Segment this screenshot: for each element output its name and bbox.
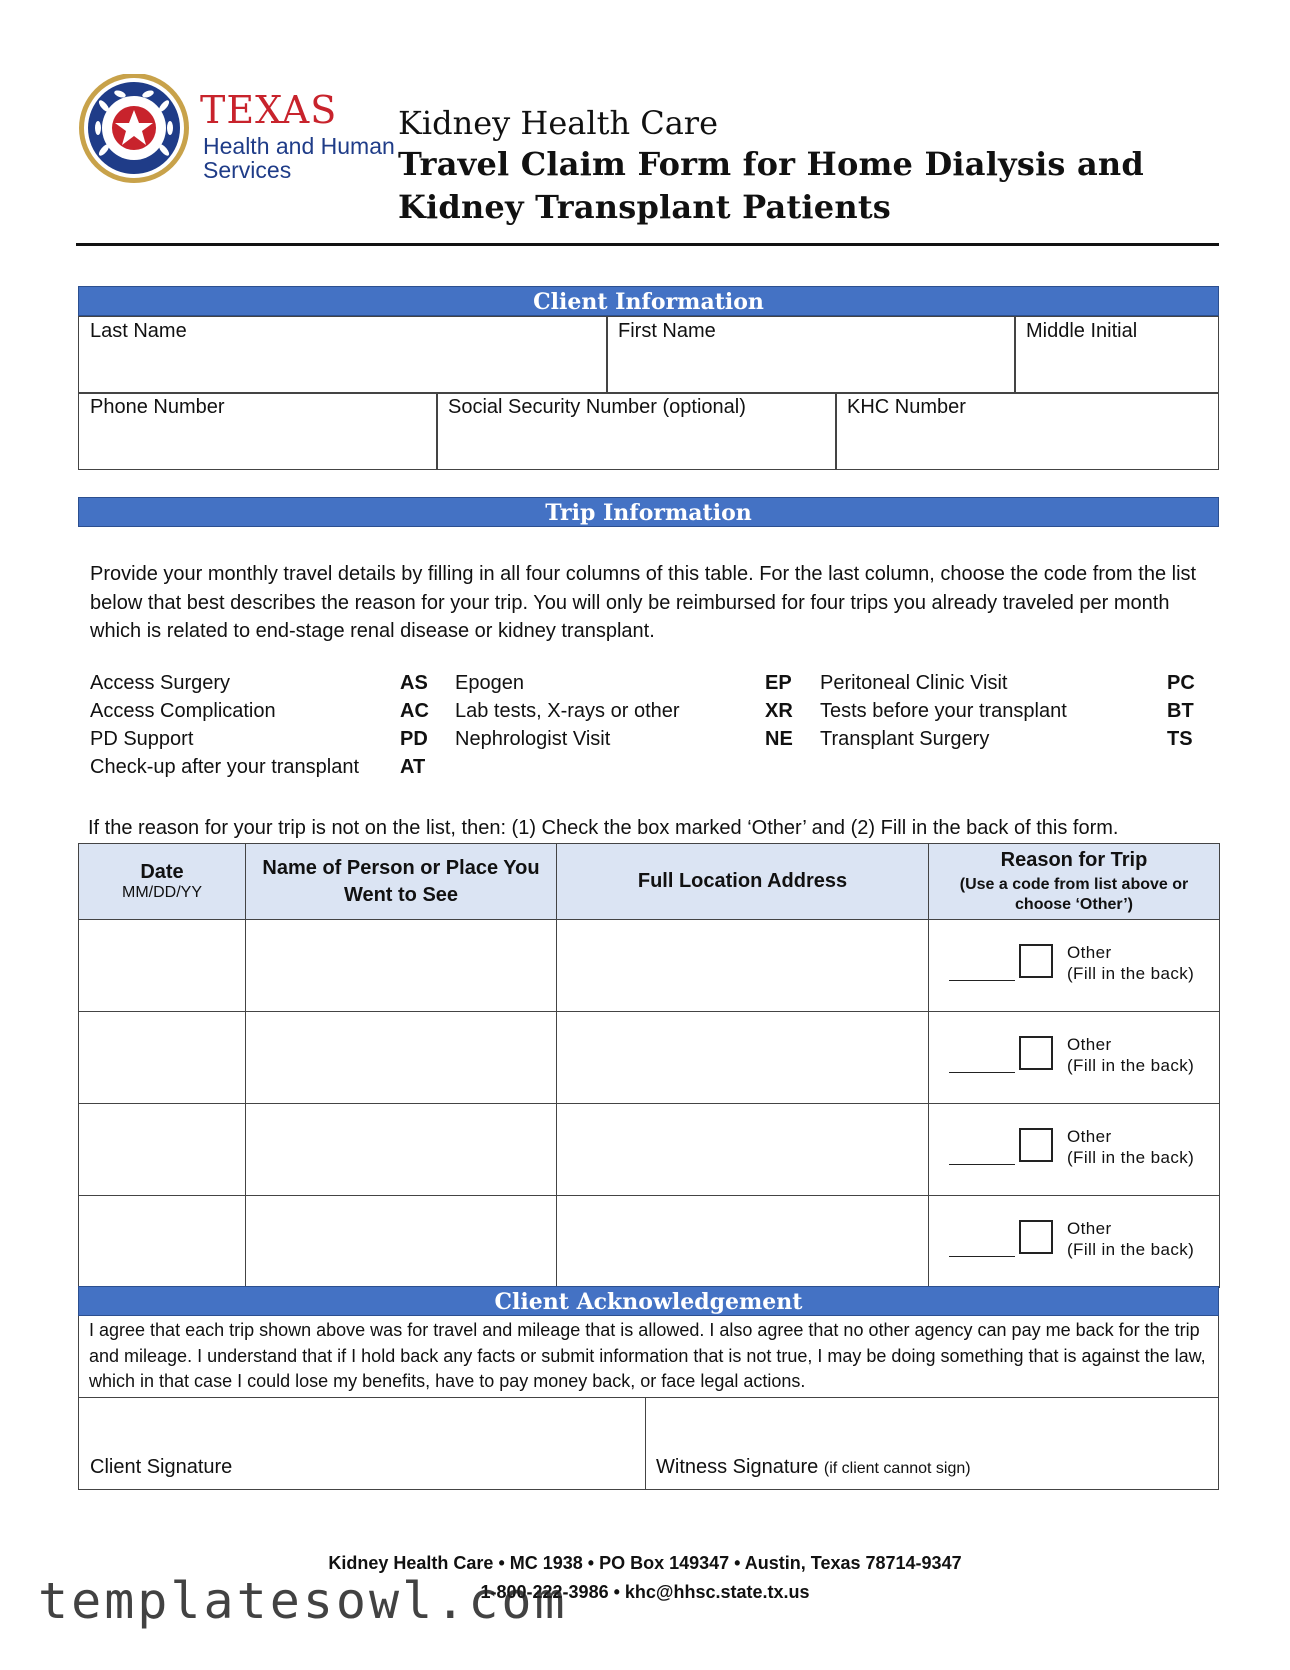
first-name-field[interactable]	[606, 316, 1016, 394]
acknowledgement-text: I agree that each trip shown above was for travel and mileage that is allowed. I also agree that no other agency can pay me back for the trip and mileage. I understand that if I hold back any facts or submit information that is not true, I may be doing something that is against the law, which in that case I could lose my benefits, have to pay money back, or face legal actions.	[78, 1316, 1219, 1398]
trip-date-input[interactable]	[79, 1012, 246, 1104]
other-text: Other	[1067, 1127, 1112, 1146]
reason-header-sub2: choose ‘Other’)	[1015, 896, 1133, 913]
other-text: Other	[1067, 1219, 1112, 1238]
khc-number-label: KHC Number	[847, 396, 966, 418]
acknowledgement-heading: Client Acknowledgement	[78, 1286, 1219, 1316]
trip-info-heading: Trip Information	[78, 497, 1219, 527]
form-title-line2: Kidney Transplant Patients	[398, 188, 892, 226]
code-ep: EP	[765, 672, 792, 694]
witness-signature-field[interactable]	[648, 1400, 1217, 1488]
trip-row	[79, 1196, 1220, 1288]
code-label-tests-before: Tests before your transplant	[820, 700, 1067, 722]
trip-reason-cell	[929, 1196, 1220, 1288]
code-ac: AC	[400, 700, 429, 722]
ssn-label: Social Security Number (optional)	[448, 396, 746, 418]
code-label-peritoneal: Peritoneal Clinic Visit	[820, 672, 1008, 694]
trip-instructions: Provide your monthly travel details by filling in all four columns of this table. For the last column, choose the code from the list below that best describes the reason for your trip. You will only be reimbursed for four trips you already traveled per month which is related to end-stage renal disease or kidney transplant.	[90, 563, 1197, 642]
other-checkbox[interactable]	[1019, 1036, 1053, 1070]
code-ts: TS	[1167, 728, 1193, 750]
other-label	[1067, 1126, 1194, 1168]
other-checkbox[interactable]	[1019, 1128, 1053, 1162]
logo-texas: TEXAS	[200, 88, 338, 132]
name-header-line2: Went to See	[343, 883, 459, 906]
reason-code-input[interactable]	[949, 1072, 1015, 1073]
reason-column-header	[929, 844, 1220, 920]
name-column-header	[246, 844, 557, 920]
code-as: AS	[400, 672, 428, 694]
last-name-label: Last Name	[90, 320, 187, 342]
trip-row	[79, 920, 1220, 1012]
phone-label: Phone Number	[90, 396, 225, 418]
code-label-access-complication: Access Complication	[90, 700, 276, 722]
khc-number-field[interactable]	[835, 392, 1219, 470]
trip-name-input[interactable]	[246, 1196, 557, 1288]
middle-initial-field[interactable]	[1014, 316, 1219, 394]
reason-code-input[interactable]	[949, 1164, 1015, 1165]
trip-date-input[interactable]	[79, 920, 246, 1012]
code-ne: NE	[765, 728, 793, 750]
other-subtext: (Fill in the back)	[1067, 964, 1195, 983]
other-label	[1067, 942, 1194, 984]
footer-address: Kidney Health Care • MC 1938 • PO Box 149347 • Austin, Texas 78714-9347	[328, 1553, 962, 1573]
witness-signature-note: (if client cannot sign)	[823, 1460, 971, 1477]
form-subtitle: Kidney Health Care	[398, 104, 719, 142]
trip-row	[79, 1104, 1220, 1196]
client-signature-field[interactable]	[80, 1400, 644, 1488]
client-info-heading: Client Information	[78, 286, 1219, 316]
trip-date-input[interactable]	[79, 1196, 246, 1288]
form-title-line1: Travel Claim Form for Home Dialysis and	[398, 145, 1144, 183]
first-name-label: First Name	[618, 320, 716, 342]
trip-address-input[interactable]	[557, 1196, 929, 1288]
code-label-lab-tests: Lab tests, X-rays or other	[455, 700, 680, 722]
other-subtext: (Fill in the back)	[1067, 1056, 1195, 1075]
name-header-line1: Name of Person or Place You	[262, 856, 540, 879]
date-column-header	[79, 844, 246, 920]
address-column-header: Full Location Address	[557, 844, 929, 920]
last-name-field[interactable]	[78, 316, 608, 394]
other-checkbox[interactable]	[1019, 1220, 1053, 1254]
trip-reason-cell	[929, 920, 1220, 1012]
reason-header-label: Reason for Trip	[1000, 849, 1148, 871]
witness-signature-label	[656, 1456, 971, 1479]
other-subtext: (Fill in the back)	[1067, 1148, 1195, 1167]
watermark: templatesowl.com	[38, 1572, 568, 1630]
code-pd: PD	[400, 728, 428, 750]
trip-address-input[interactable]	[557, 1104, 929, 1196]
trip-address-input[interactable]	[557, 1012, 929, 1104]
phone-field[interactable]	[78, 392, 438, 470]
code-label-checkup: Check-up after your transplant	[90, 756, 360, 778]
trip-reason-cell	[929, 1104, 1220, 1196]
header-divider	[76, 243, 1219, 246]
date-format-label: MM/DD/YY	[122, 884, 202, 901]
code-label-nephrologist: Nephrologist Visit	[455, 728, 611, 750]
code-label-transplant-surgery: Transplant Surgery	[820, 728, 990, 750]
logo-services: Services	[203, 157, 292, 183]
code-xr: XR	[765, 700, 793, 722]
other-label	[1067, 1218, 1194, 1260]
trip-name-input[interactable]	[246, 1012, 557, 1104]
client-signature-label: Client Signature	[90, 1456, 233, 1478]
trip-row	[79, 1012, 1220, 1104]
witness-signature-text: Witness Signature	[656, 1456, 819, 1478]
trip-date-input[interactable]	[79, 1104, 246, 1196]
trip-address-input[interactable]	[557, 920, 929, 1012]
other-checkbox[interactable]	[1019, 944, 1053, 978]
date-header-label: Date	[140, 861, 184, 883]
code-bt: BT	[1167, 700, 1194, 722]
code-pc: PC	[1167, 672, 1195, 694]
reason-code-input[interactable]	[949, 980, 1015, 981]
ssn-field[interactable]	[436, 392, 837, 470]
trip-table-header	[79, 844, 1220, 920]
reason-code-input[interactable]	[949, 1256, 1015, 1257]
logo-health-human: Health and Human	[203, 133, 395, 159]
middle-initial-label: Middle Initial	[1026, 320, 1138, 342]
signature-divider	[645, 1398, 646, 1490]
trip-name-input[interactable]	[246, 920, 557, 1012]
code-label-epogen: Epogen	[455, 672, 524, 694]
footer-contact: 1-800-222-3986 • khc@hhsc.state.tx.us	[480, 1582, 810, 1602]
other-subtext: (Fill in the back)	[1067, 1240, 1195, 1259]
other-text: Other	[1067, 943, 1112, 962]
reason-header-sub1: (Use a code from list above or	[959, 876, 1189, 893]
other-text: Other	[1067, 1035, 1112, 1054]
code-label-access-surgery: Access Surgery	[90, 672, 231, 694]
trip-table	[78, 843, 1220, 1288]
trip-reason-cell	[929, 1012, 1220, 1104]
other-reason-note: If the reason for your trip is not on the list, then: (1) Check the box marked ‘Other’ and (2) Fill in the back of this form.	[88, 817, 1119, 839]
code-at: AT	[400, 756, 426, 778]
other-label	[1067, 1034, 1194, 1076]
trip-name-input[interactable]	[246, 1104, 557, 1196]
code-label-pd-support: PD Support	[90, 728, 194, 750]
